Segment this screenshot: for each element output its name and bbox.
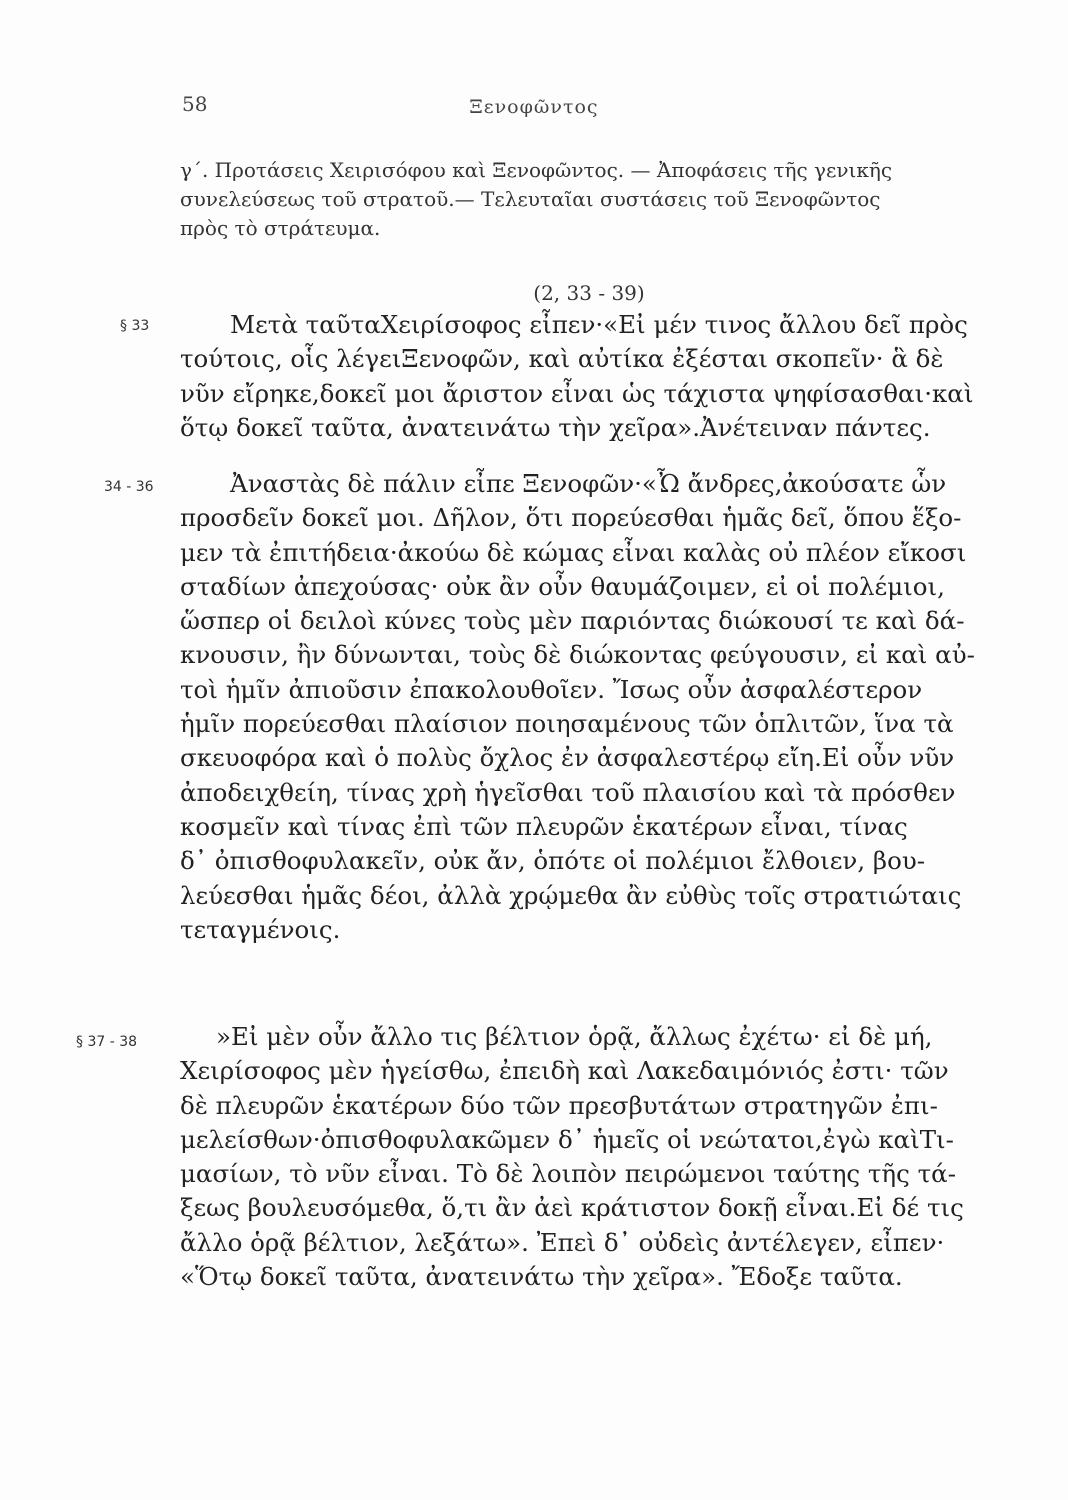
paragraph: Ἀναστὰς δὲ πάλιν εἶπε Ξενοφῶν·«Ὦ ἄνδρες,ἀκούσατε ὧν προσδεῖν δοκεῖ μοι. Δῆλον, ὅτι πορεύεσθαι ἡμᾶς δεῖ, ὅπου ἕξο- μεν τὰ ἐπιτήδεια·ἀκούω δὲ κώμας εἶναι καλὰς οὐ πλέον εἴκοσι σταδίων ἀπεχούσας· οὐκ ἂν οὖν θαυμάζοιμεν, εἰ οἱ πολέμιοι, ὥσπερ οἱ δειλοὶ κύνες τοὺς μὲν παριόντας διώκουσί τε καὶ δά- κνουσιν, ἢν δύνωνται, τοὺς δὲ διώκοντας φεύγουσιν, εἰ καὶ αὐ- τοὶ ἡμῖν ἀπιοῦσιν ἐπακολουθοῖεν. Ἴσως οὖν ἀσφαλέστερον ἡμῖν πορεύεσθαι πλαίσιον ποιησαμένους τῶν ὁπλιτῶν, ἵνα τὰ σκευοφόρα καὶ ὁ πολὺς ὄχλος ἐν ἀσφαλεστέρῳ εἴη.Εἰ οὖν νῦν ἀποδειχθείη, τίνας χρὴ ἡγεῖσθαι τοῦ πλαισίου καὶ τὰ πρόσθεν κοσμεῖν καὶ τίνας ἐπὶ τῶν πλευρῶν ἑκατέρων εἶναι, τίνας δ᾽ ὀπισθοφυλακεῖν, οὐκ ἄν, ὁπότε οἱ πολέμιοι ἔλθοιεν, βου- λεύεσθαι ἡμᾶς δέοι, ἀλλὰ χρῴμεθα ἂν εὐθὺς τοῖς στρατιώταις τεταγμένοις. (180, 469, 975, 944)
running-head: Ξενοφῶντος (469, 96, 599, 118)
margin-section-number: § 33 (120, 318, 150, 334)
section-reference: (2, 33 - 39) (533, 281, 645, 305)
chapter-summary: γ΄. Προτάσεις Χειρισόφου καὶ Ξενοφῶντος. — Ἀποφάσεις τῆς γενικῆς συνελεύσεως τοῦ στρατοῦ.— Τελευταῖαι συστάσεις τοῦ Ξενοφῶντος πρὸς τὸ στράτευμα. (180, 158, 893, 240)
margin-section-number: 34 - 36 (104, 479, 154, 495)
paragraph: Μετὰ ταῦταΧειρίσοφος εἶπεν·«Εἰ μέν τινος ἄλλου δεῖ πρὸς τούτοις, οἷς λέγειΞενοφῶν, καὶ αὐτίκα ἐξέσται σκοπεῖν· ἃ δὲ νῦν εἴρηκε,δοκεῖ μοι ἄριστον εἶναι ὡς τάχιστα ψηφίσασθαι·καὶ ὅτῳ δοκεῖ ταῦτα, ἀνατεινάτω τὴν χεῖρα».Ἀνέτειναν πάντες. (180, 310, 974, 442)
paragraph: »Εἰ μὲν οὖν ἄλλο τις βέλτιον ὁρᾷ, ἄλλως ἐχέτω· εἰ δὲ μή, Χειρίσοφος μὲν ἡγείσθω, ἐπειδὴ καὶ Λακεδαιμόνιός ἐστι· τῶν δὲ πλευρῶν ἑκατέρων δύο τῶν πρεσβυτάτων στρατηγῶν ἐπι- μελείσθων·ὀπισθοφυλακῶμεν δ᾽ ἡμεῖς οἱ νεώτατοι,ἐγὼ καὶΤι- μασίων, τὸ νῦν εἶναι. Τὸ δὲ λοιπὸν πειρώμενοι ταύτης τῆς τά- ξεως βουλευσόμεθα, ὅ,τι ἂν ἀεὶ κράτιστον δοκῇ εἶναι.Εἰ δέ τις ἄλλο ὁρᾷ βέλτιον, λεξάτω». Ἐπεὶ δ᾽ οὐδεὶς ἀντέλεγεν, εἶπεν· «Ὅτῳ δοκεῖ ταῦτα, ἀνατεινάτω τὴν χεῖρα». Ἔδοξε ταῦτα. (180, 1022, 964, 1292)
page-number: 58 (182, 92, 208, 116)
margin-section-number: § 37 - 38 (76, 1034, 138, 1050)
